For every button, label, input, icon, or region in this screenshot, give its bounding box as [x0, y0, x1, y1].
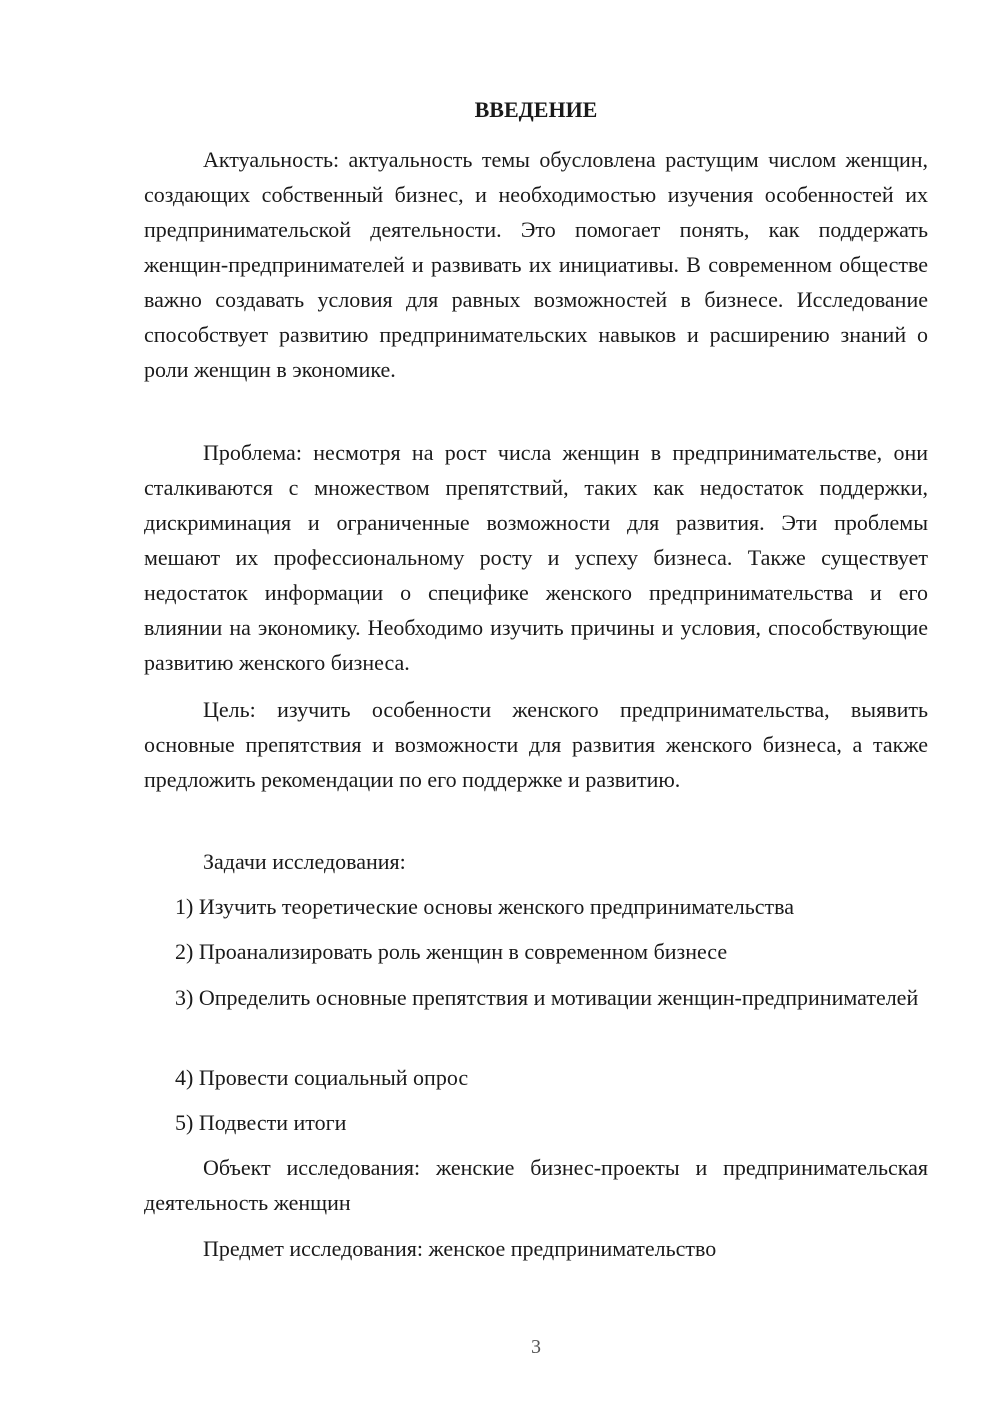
- page-title: ВВЕДЕНИЕ: [474, 97, 598, 122]
- document-page: [144, 0, 928, 1414]
- object-paragraph: Объект исследования: женские бизнес-проекты и предпринимательская деятельность женщин: [144, 1155, 928, 1215]
- task-item: 4) Провести социальный опрос: [175, 1065, 469, 1090]
- page-number: 3: [531, 1336, 541, 1358]
- task-item: 1) Изучить теоретические основы женского предпринимательства: [175, 894, 794, 919]
- problem-paragraph: Проблема: несмотря на рост числа женщин в предпринимательстве, они сталкиваются с множеством препятствий, таких как недостаток поддержки, дискриминация и ограниченные возможности для развития. Эти проблемы мешают их профессиональному росту и успеху бизнеса. Также существует недостаток информации о специфике женского предпринимательства и его влиянии на экономику. Необходимо изучить причины и условия, способствующие развитию женского бизнеса.: [144, 440, 928, 675]
- subject-paragraph: Предмет исследования: женское предпринимательство: [203, 1236, 717, 1261]
- tasks-heading: Задачи исследования:: [203, 849, 406, 874]
- relevance-paragraph: Актуальность: актуальность темы обусловлена растущим числом женщин, создающих собственный бизнес, и необходимостью изучения особенностей их предпринимательской деятельности. Это помогает понять, как поддержать женщин-предпринимателей и развивать их инициативы. В современном обществе важно создавать условия для равных возможностей в бизнесе. Исследование способствует развитию предпринимательских навыков и расширению знаний о роли женщин в экономике.: [144, 147, 928, 382]
- task-item: 3) Определить основные препятствия и мотивации женщин-предпринимателей: [175, 985, 919, 1010]
- goal-paragraph: Цель: изучить особенности женского предпринимательства, выявить основные препятствия и возможности для развития женского бизнеса, а также предложить рекомендации по его поддержке и развитию.: [144, 697, 928, 792]
- task-item: 2) Проанализировать роль женщин в современном бизнесе: [175, 939, 728, 964]
- task-item: 5) Подвести итоги: [175, 1110, 347, 1135]
